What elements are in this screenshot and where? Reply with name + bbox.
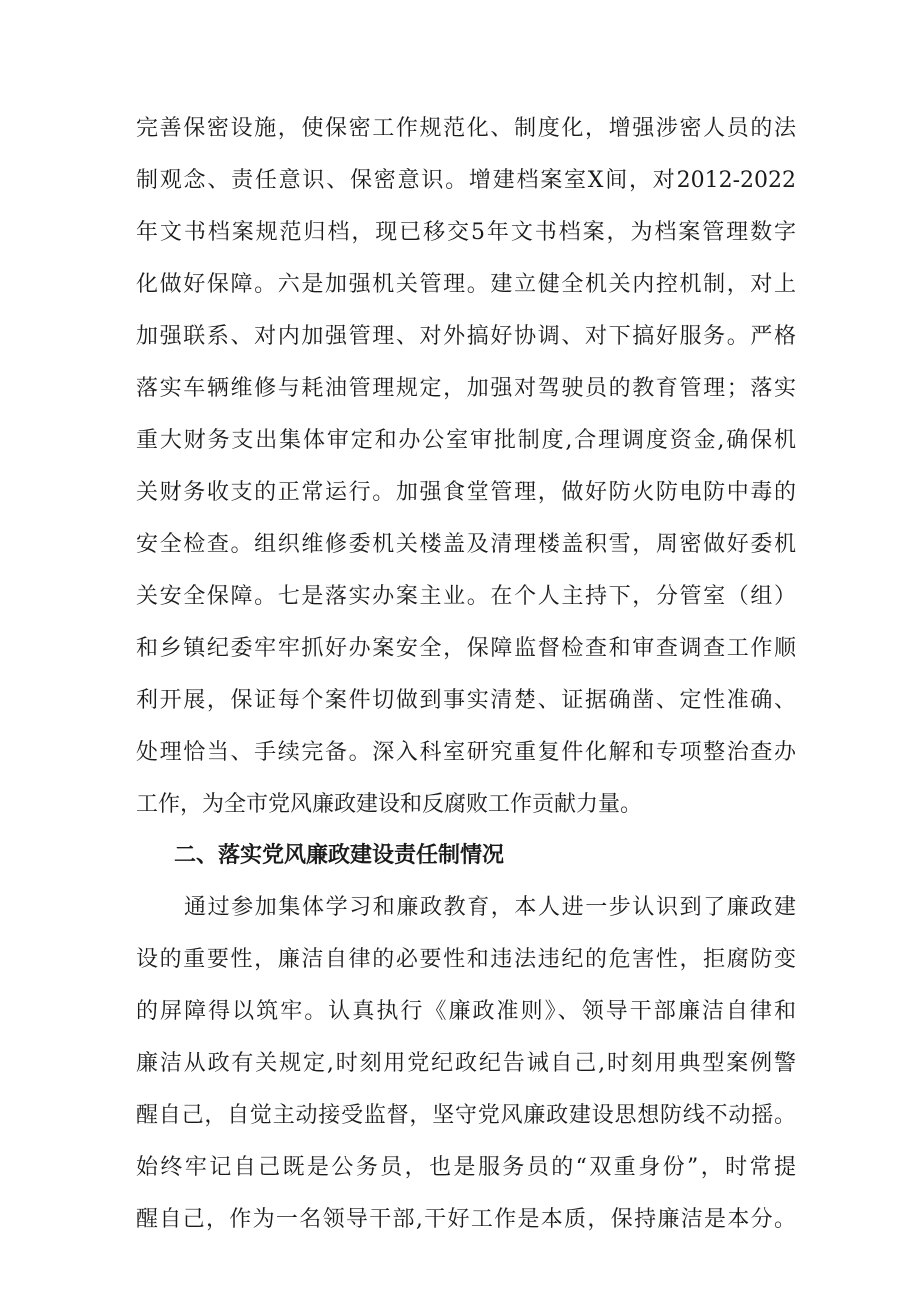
paragraph-line: 始终牢记自己既是公务员，也是服务员的“双重身份”，时常提 [136,1155,796,1180]
paragraph-line: 通过参加集体学习和廉政教育，本人进一步认识到了廉政建 [184,895,796,920]
paragraph-line: 年文书档案规范归档，现已移交5年文书档案，为档案管理数字 [136,220,796,245]
paragraph-line: 化做好保障。六是加强机关管理。建立健全机关内控机制，对上 [136,272,796,297]
paragraph-line: 安全检查。组织维修委机关楼盖及清理楼盖积雪，周密做好委机 [136,532,796,557]
paragraph-line: 关安全保障。七是落实办案主业。在个人主持下，分管室（组） [136,584,796,609]
paragraph-line: 廉洁从政有关规定,时刻用党纪政纪告诫自己,时刻用典型案例警 [136,1051,796,1076]
paragraph-line: 制观念、责任意识、保密意识。增建档案室X间，对2012-2022 [136,168,796,193]
paragraph-line: 醒自己，自觉主动接受监督，坚守党风廉政建设思想防线不动摇。 [136,1103,796,1128]
paragraph-line: 重大财务支出集体审定和办公室审批制度,合理调度资金,确保机 [136,428,796,453]
paragraph-line: 工作，为全市党风廉政建设和反腐败工作贡献力量。 [136,792,643,817]
paragraph-line: 处理恰当、手续完备。深入科室研究重复件化解和专项整治查办 [136,740,796,765]
paragraph-line: 设的重要性，廉洁自律的必要性和违法违纪的危害性，拒腐防变 [136,947,796,972]
paragraph-line: 加强联系、对内加强管理、对外搞好协调、对下搞好服务。严格 [136,324,796,349]
paragraph-line: 落实车辆维修与耗油管理规定，加强对驾驶员的教育管理；落实 [136,376,796,401]
section-heading: 二、落实党风廉政建设责任制情况 [174,843,505,868]
paragraph-line: 醒自己，作为一名领导干部,干好工作是本质，保持廉洁是本分。 [136,1207,796,1232]
paragraph-line: 的屏障得以筑牢。认真执行《廉政准则》、领导干部廉洁自律和 [136,999,796,1024]
paragraph-line: 利开展，保证每个案件切做到事实清楚、证据确凿、定性准确、 [136,688,796,713]
paragraph-line: 关财务收支的正常运行。加强食堂管理，做好防火防电防中毒的 [136,480,796,505]
paragraph-line: 完善保密设施，使保密工作规范化、制度化，增强涉密人员的法 [136,116,796,141]
paragraph-line: 和乡镇纪委牢牢抓好办案安全，保障监督检查和审查调查工作顺 [136,636,796,661]
